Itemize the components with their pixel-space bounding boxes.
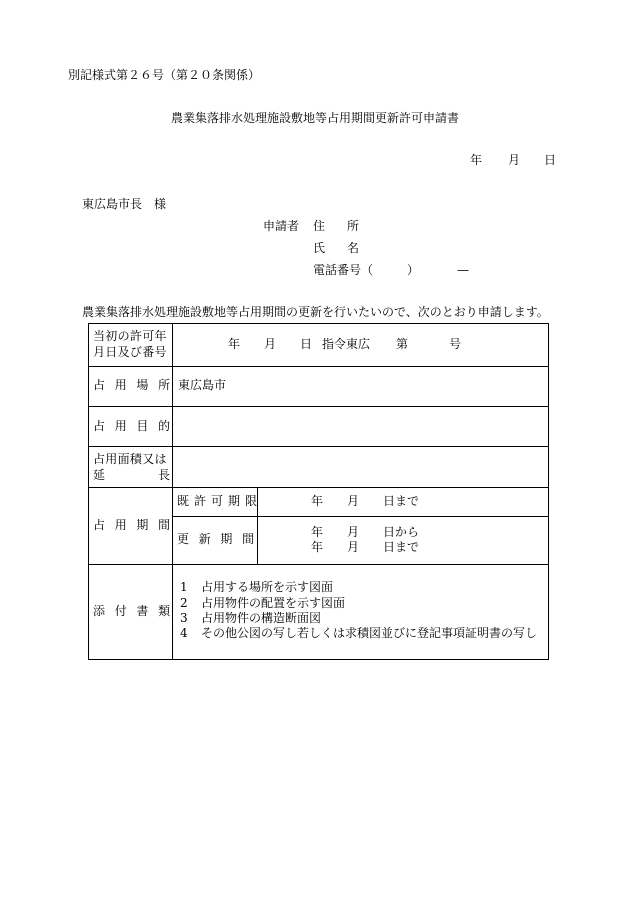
attachment-number: 1	[180, 580, 188, 594]
attachment-item: 占用物件の構造断面図	[201, 611, 322, 625]
form-title: 農業集落排水処理施設敷地等占用期間更新許可申請書	[170, 111, 459, 125]
phone-dash: —	[457, 263, 469, 277]
area-label-line-2: 延長	[93, 468, 224, 482]
existing-until-label: 日まで	[383, 494, 420, 508]
table-subrow-divider	[172, 516, 549, 517]
permit-number-prefix: 第	[396, 337, 409, 351]
location-label: 占用場所	[93, 378, 180, 392]
attachment-number: 3	[180, 611, 188, 625]
table-row-divider	[88, 487, 549, 488]
table-border-top	[88, 323, 549, 324]
existing-year-label: 年	[311, 494, 324, 508]
permit-day-label: 日	[300, 337, 313, 351]
location-value: 東広島市	[178, 378, 227, 392]
addressee-name: 東広島市長	[82, 197, 143, 211]
permit-number-suffix: 号	[449, 337, 462, 351]
form-number: 別記様式第２６号（第２０条関係）	[68, 68, 261, 82]
permit-month-label: 月	[264, 337, 277, 351]
renewal-from-month-label: 月	[347, 525, 360, 539]
table-row-divider	[88, 406, 549, 407]
date-month-label: 月	[508, 153, 521, 167]
attachment-number: 4	[180, 626, 188, 640]
table-border-right	[548, 323, 549, 660]
attachment-item: 占用物件の配置を示す図面	[201, 596, 346, 610]
date-year-label: 年	[470, 153, 483, 167]
address-label-char-1: 住	[313, 219, 326, 233]
table-border-bottom	[88, 659, 549, 660]
addressee-honorific: 様	[154, 197, 167, 211]
table-row-divider	[88, 564, 549, 565]
attachment-number: 2	[180, 596, 188, 610]
applicant-label: 申請者	[263, 219, 300, 233]
permit-year-label: 年	[228, 337, 241, 351]
table-border-left	[88, 323, 89, 660]
renewal-from-day-label: 日から	[383, 525, 420, 539]
attachment-item: 占用する場所を示す図面	[201, 580, 334, 594]
renewal-to-until-label: 日まで	[383, 540, 420, 554]
permit-directive-label: 指令東広	[322, 337, 371, 351]
renewal-to-year-label: 年	[311, 540, 324, 554]
date-day-label: 日	[544, 153, 557, 167]
permit-label-line-1: 当初の許可年	[93, 329, 167, 343]
permit-label-line-2: 月日及び番号	[93, 345, 167, 359]
name-label-char-2: 名	[347, 241, 360, 255]
existing-limit-label: 既許可期限	[177, 494, 263, 508]
attachments-label: 添付書類	[93, 604, 180, 618]
phone-close-paren: ）	[407, 263, 420, 277]
address-label-char-2: 所	[347, 219, 360, 233]
period-label: 占用期間	[93, 518, 180, 532]
name-label-char-1: 氏	[313, 241, 326, 255]
renewal-period-label: 更新期間	[177, 532, 264, 546]
renewal-to-month-label: 月	[347, 540, 360, 554]
renewal-from-year-label: 年	[311, 525, 324, 539]
intro-text: 農業集落排水処理施設敷地等占用期間の更新を行いたいので、次のとおり申請します。	[82, 305, 549, 319]
table-row-divider	[88, 366, 549, 367]
existing-month-label: 月	[347, 494, 360, 508]
area-label-line-1: 占用面積又は	[93, 452, 167, 466]
attachment-item: その他公図の写し若しくは求積図並びに登記事項証明書の写し	[201, 626, 538, 640]
phone-label: 電話番号（	[313, 263, 374, 277]
table-row-divider	[88, 446, 549, 447]
purpose-label: 占用目的	[93, 419, 180, 433]
